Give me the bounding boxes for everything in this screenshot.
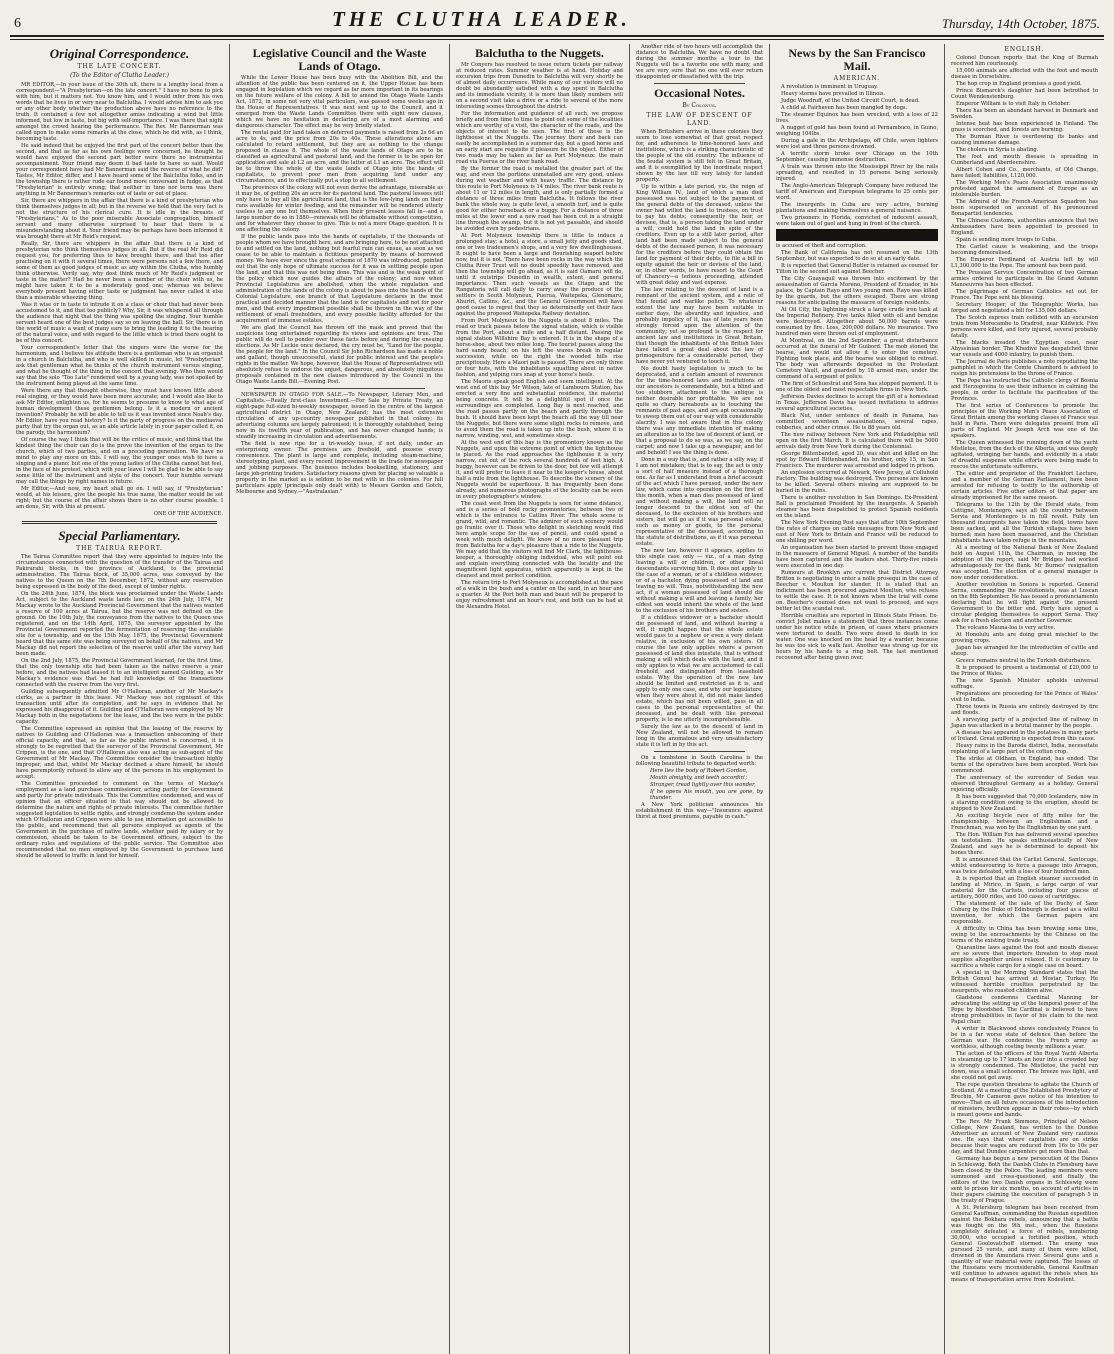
article-paragraph: Done in a way that is, and rather a silly way, if I am not mistaken; that is to say, the act is only a sort of half measure instead of a thorough one. As far as I understand from a brief account of the act which I have perused, under the new law, which came into operation on the first of this month, when a man dies possessed of land and without making a will, the land will no longer descend to the eldest son of the deceased, to the exclusion of his brothers and sisters, but will go as if it was personal estate, such as money or goods, to the personal representative of the deceased, according to the statute of distributions, as if it was personal estate. (636, 457, 763, 547)
verse-line: If he opens his mouth, you are gone, by thunder. (650, 789, 763, 801)
news-item: The strike at Oldham, in England, has ended. The terms of the operatives have been accepted. Work has commenced. (951, 756, 1098, 774)
news-item: A nugget of gold has been found at Pernambuco, in Guino, weighing 104lbs. (776, 125, 938, 137)
article-divider (654, 83, 745, 84)
section-heading-parliamentary: Special Parliamentary. (58, 528, 181, 543)
verse-line: Mouth almighty, and teeth accordin'; (650, 775, 748, 781)
news-item: A terrific storm broke over Chicago on the 10th September, causing immense destruction. (776, 151, 938, 163)
news-item: The Chinese Customs, authorities announce that two Ambassadors have been appointed to proceed to England. (951, 218, 1098, 236)
report-paragraph: Guilding subsequently admitted Mr O'Halloran, another of Mr Mackay's clerks, as a partner in this lease. Mr Mackay was not cognisant of this transaction until after its completion, and he says in evidence that he expressed his disapproval of it. Guilding and O'Halloran were employed by Mr Mackay both in the negotiations for the lease, and the two were in the public capacity. (16, 689, 223, 725)
news-item: Albert Cohen and Co., merchants, of Old Change, have failed; liabilities, L120,000. (951, 167, 1098, 179)
news-item: Heavy storms have prevailed in Illinois. (781, 91, 886, 97)
news-item: The anniversary of the surrender of Sedan was observed throughout Germany as a holiday. General rejoicing officially. (951, 775, 1098, 793)
news-item: Preparations are proceeding for the Prince of Wales' visit to India. (951, 691, 1098, 703)
news-item: Heavy rains in the Baroda district, India, necessitate replanting of a large part of the cotton crop. (951, 743, 1098, 755)
report-paragraph: The Tairua Committee report that they were appointed to inquire into the circumstances connected with the question of the transfer of the Tairua and Pakirarahi blocks, in the province of Auckland, to the provincial administration. The Tairua block, of 35,000 acres, was conveyed by the natives to the Queen on the 7th December, 1872, without any reservation being expressed in the body of the deed, except of timber rights. (16, 554, 223, 590)
article-paragraph: Mr Conyers has resolved to issue return tickets per railway at reduced rates. Summer weather is at hand. Holiday and excursion trips from Dunedin to Balclutha will very shortly be of almost daily occurrence. While many of our visitors will no doubt be abundantly satisfied with a day spent in Balclutha and its immediate vicinity, it is more than likely numbers will on a second visit take a drive or a ride to several of the more interesting scenes throughout the district. (456, 62, 623, 110)
news-item: The statement of the sale of the Duchy of Saxe Coburg by the Duke of Edinburgh is denied as a wilful invention, for which the German papers are responsible. (951, 901, 1098, 925)
section-heading-correspondence: Original Correspondence. (49, 46, 190, 61)
news-item: A child at Fairhaven has been mangled by dogs. (781, 105, 908, 111)
article-heading-waste-lands: Legislative Council and the Waste Lands of Otago. (252, 46, 427, 73)
section-divider (22, 521, 217, 524)
news-item: Three towns in Russia are entirely destroyed by fire and floods. (951, 704, 1098, 716)
news-item: A revolution is imminent in Uruguay. (781, 84, 878, 90)
letter-paragraph: Sir, there are whippers in the affair that there is a kind of presbyterian who think themselves judges in all; but in the reverse we hold that the very fact is not the structure of his clerical cure. It is idle in the breasts of "Presbyterians." As to the poor miserable Associate congregation, himself servant and many otherwise surprised to hear that there is a misunderstanding about it. Your friend may be perhaps have been informed it was brought there at Mr Reid's request. (16, 198, 223, 240)
news-item: At Oil City, the lightning struck a large crude iron tank at the Imperial Refinery. Five tanks filled with oil and benzine were destroyed. Altogether about 50,000 barrels were consumed by fire. Loss, 200,000 dollars. No insurance. Two hundred men were thrown out of employment. (776, 307, 938, 337)
news-item: The volcano Mauna-loa is very active. (956, 625, 1056, 631)
news-item: Judge Woodruff, of the United Circuit Court, is dead. (781, 98, 920, 104)
column-6 (945, 44, 1104, 1354)
news-item: The Prussian Service Concentration of two German armies ordered to participate in the Grand Autumn Manoeuvres has been effected. (951, 270, 1098, 288)
article-paragraph: Up to within a late period, viz. the reign of King William IV., land of which a man died possessed was not subject to the payment of the general debts of the deceased, unless the owner had willed the land to trustees, on trust to pay his debts; consequently the heir, or devisee, that is, a person taking the land under a will, could hold the land in spite of the creditors. Even up to a still later period, after land had been made subject to the general debts of the deceased person, it was necessary for the creditors before they could obtain the land for payment of their debts, to file a bill in equity against the heir or devisee of the land, or, in other words, to have resort to the Court of Chancery—a tedious proceeding, attended with great delay and vast expense. (636, 184, 763, 286)
news-item: The Rev. Mr Frank Simmons, Principal of Nelson College, New Zealand, has written to the Dundee Advertiser an account of New Zealand very cautious one. He says that where capitalists are on strike because their wages are reduced from 16s to 10s per day, and that Dundee carpenters get more than that. (951, 1119, 1098, 1155)
news-item: Jefferson Davies declines to accept the gift of a homestead in Texas. Jefferson Davis has issued invitations to address several agricultural societies. (776, 394, 938, 412)
news-item: An exciting bicycle race of fifty miles for the championship, between an Englishman and a Frenchman, was won by the Englishman by one yard. (951, 813, 1098, 831)
verse-line: Here lies the body of Robert Gordon, (650, 768, 748, 774)
report-paragraph: The Committee expressed an opinion that the leasing of the reserve by natives to Guilding and O'Halloran was a transaction unbecoming of their official capacity, and that, so far as the public interest is concerned, it is strongly to be regretted that the surveyor of the Provincial Government, Mr Crippen, is the one, and that O'Halloran also was acting as sub-agent of the Government of Mr Mackay. The Committee consider the transaction highly improper, and that, whilst Mr Mackay declined a share himself, he should have peremptorily refused to allow any of the persons in his employment to accept. (16, 726, 223, 780)
news-item: The hop crop in England promises a good yield. (956, 81, 1082, 87)
article-paragraph: When Britishers arrive in these colonies they seem to lose somewhat of that great respect for, and adherence to time-honored laws and institutions, which is a striking characteristic of the people of the old country. The influence of the feudal system is still felt in Great Britain, and it is exemplified by the inordinate respect shown by the law till very lately for landed property. (636, 129, 763, 183)
news-item: Quarantine laws against the foot and mouth disease are so severe that importers threaten to stop meat supplies altogether unless relaxed. It is customary to sacrifice a whole cargo for a single case on board. (951, 945, 1098, 969)
article-paragraph: If the public lands pass into the hands of capitalists, if the thousands of people whom we have brought here, and are bringing here, to be not attached to and settled on the land, nothing but fearful ruin can ensue, as soon as we cease to be able to maintain a fictitious prosperity by means of borrowed money. We have ever since the great scheme of 1870 was introduced, pointed out that the only hope of ultimate success for it was in settling people upon the land, and that this was not being done. This was and is the weak point of the policy which now guides the affairs of the colony; and now when Provincial Legislatures are abolished, when the whole regulation and administration of the lands of the colony is about to pass into the hands of the Colonial Legislature, one branch of that Legislature declares in the most practical and decided manner that the land is for capitalists and not for poor men, and that every impediment possible shall be thrown in the way of the settlement of small freeholders, and every possible facility afforded for the acquirement of immense estates. (236, 234, 443, 324)
closing-paragraph: A New York politician announces his establishment in this way—"Insurance against thirst at fixed premiums, payable in cash." (636, 802, 763, 820)
news-item: The Bank of California has not resumed on the 13th September, but was expected to do so at an early date. (776, 250, 938, 262)
news-item: The steamer Equinox has been wrecked, with a loss of 22 lives. (776, 112, 938, 124)
news-item: A train was thrown into the Mississippi River by the rails spreading, and resulted in 15 persons being seriously injured. (776, 164, 938, 182)
column-1 (10, 44, 230, 1354)
news-item: The Burman River is overflowing its banks and causing immense damage. (951, 134, 1098, 146)
news-item: Rumours at Brooklyn are current that District Attorney Britton is negotiating to enter a nolle prosequi in the case of Beecher v. Moulton for slander. It is stated that an indictment has been procured against Moulton, who refuses to settle the case. It is not known when the trial will come on. Beecher's counsel does not want to proceed, and says better let the scandal rest. (776, 570, 938, 612)
news-item: The Carlist cause is weakening, and the troops becoming demoralised. (951, 244, 1098, 256)
news-item: Black Nut, under sentence of death in Panama, has committed seventeen assassinations, several rapes, robberies, and other crimes. He is 88 years old. (776, 413, 938, 431)
news-item: At a meeting of the National Bank of New Zealand held on August 11th, the Chairman, in moving the adoption of the report, said Mr Bridges had worked advantageously for the Bank. Mr Burnes' resignation was accepted. The election of a general manager is now under consideration. (951, 545, 1098, 581)
article-paragraph: At Port Molyneux township there is little to induce a prolonged stay: a hotel, a store, a small jetty and goods shed, one or two tradesmen's shops, and a very few dwellinghouses. It ought to have been a large and flourishing seaport before now, but it is not. There have been rocks in the way which the Clutha River Trust will no doubt speedily have removed, and then the township will go ahead, as it is said Oamaru will do, until it outstrips Dunedin in wealth, extent, and general importance. Then such vessels as the Otago and the Rangatoria will call daily to carry away the produce of the settlers in South Molyneux, Puerua, Waitepeka, Glenomaru, Ahuriri, Catlins, &c., and the General Government will have good cause to regret that they so determinedly set their face against the proposed Waitepeka Railway deviation. (456, 233, 623, 317)
news-item: The Anglo-American Telegraph Company have reduced the tariff of American and European telegrams to 25 cents per word. (776, 183, 938, 201)
news-item: It has been suggested that 70,000 Icelanders, now in a starving condition owing to the eruption, should be shipped to New Zealand. (951, 794, 1098, 812)
news-item: It is reported that General Butler is retained as counsel for Tilton in the second suit against Beecher. (776, 263, 938, 275)
news-item: Two prisoners in Florida, convicted of indecent assault, were taken out of gaol and hung in front of the church. (776, 215, 938, 227)
page-number: 6 (14, 16, 21, 31)
news-item: It is announced that the Carlist General, Santocuge, whilst endeavouring to force a passage into Arragon, was twice defeated, with a loss of four hundred men. (951, 857, 1098, 875)
letter-salutation: (To the Editor of Clutha Leader.) (70, 72, 169, 79)
news-item: It is proposed to present a testimonial of £20,000 to the Prince of Wales. (951, 665, 1098, 677)
article-subhead: THE LAW OF DESCENT OF LAND. (646, 112, 753, 127)
ink-blot (776, 229, 938, 241)
advertisement-paragraph: The field is now ripe for a tri-weekly issue, if not daily, under an enterprising owner. The premises are freehold, and possess every convenience. The plant is large and complete, including steam-machine, stereotyping plant, and every recent improvement in the trade for newspaper and jobbing purposes. The business includes bookselling, stationery, and large job-printing traders. Satisfactory reasons given for placing so valuable a property in the market as is seldom to be met with in the colonies. For full particulars apply (principals only dealt with) to Messrs Gordon and Gotch, Melbourne and Sydney.—"Australasian." (236, 441, 443, 495)
article-paragraph: The provinces of the colony will not even derive the advantage, miserable as it may be, of getting 20s an acre for its pastoral land. The pastoral lessees will only have to buy all the agricultural land, that is the low-lying lands on their runs available for winter feeding, and the remainder will be rendered utterly useless to any one but themselves. When their present leases fall in—and a large number do so in 1880—renewals will be obtainable without competition, and for whatever they choose to give. This is not a mere Otago question. It is one affecting the colony. (236, 185, 443, 233)
news-item: There has been an abundant harvest in Denmark and Sweden. (951, 108, 1098, 120)
news-item: Colonel Duncan reports that the King of Burmah received him courteously. (951, 55, 1098, 67)
news-item: The City Guayaquil was thrown into excitement by the assassination of Garcia Moreno, President of Ecuador, in his palace, by Captain Rayo and two young men. Rayo was killed by the guards, but the others escaped. There are strong reasons for anticipating the massacre of foreign residents. (776, 276, 938, 306)
article-divider (254, 388, 425, 389)
letter-paragraph: Mr Editor,—And now, my heart shall go on. I will say, if "Presbyterian" would, at his leisure, give the people his true name, the matter would be set right; but the course of the affair shows there is no other course possible. I am done, Sir, with this at present. (16, 486, 223, 510)
article-paragraph: The coast west from the Nuggets is seen for some distance, and is a series of bold rocky promontories, between two of which is the entrance to Catlins River. The whole scene is grand, wild, and romantic. The admirer of such scenery would go frantic over it. Those who delight in sketching would find here ample scope for the use of pencil, and could spend a week with much delight. We know of no more pleasant trip from Balclutha for a day's pleasure than a ride to the Nuggets. We may add that the visitors will find Mr Clark, the lighthouse-keeper, a thoroughly obliging individual, who will point out and explain everything connected with the locality and the magnificent light apparatus, which apparently is kept in the cleanest and most perfect condition. (456, 501, 623, 579)
article-paragraph: The law relating to the descent of land is a remnant of the ancient system, and a relic of that feudal and warlike policy. To whatever extent the law may have been suitable in earlier days, the absurdity and injustice, and probably impolicy of it, has of late years been strongly forced upon the attention of the community; yet so profound is the respect for ancient law and institutions in Great Britain, that though the inhabitants of the British Isles have talked a great deal about the law of primogeniture for a considerable period, they have never yet ventured to touch it. (636, 287, 763, 365)
news-item: The Admiral of the French-American Squadron has been superseded on account of his pronounced Bonapartist tendencies. (951, 199, 1098, 217)
news-item: The Scotch express train collided with an excursion train from Morecambe to Dradrod, near Kildwick. Five persons were killed, and forty injured, several probably fatally. (951, 315, 1098, 339)
news-item: At Honolulu ants are doing great mischief to the growing crops. (951, 632, 1098, 644)
masthead (10, 6, 1104, 37)
news-item: A St. Petersburg telegram has been received from General Kauffman, commanding the Russian expedition against the Bokhara rebels, announcing that a battle was fought on the 9th inst., when the Russians completely defeated a force of rebels, numbering 30,000, who occupied a fortified position, which General Goolovatchoff stormed. The enemy was pursued 25 versts, and many of them were killed, drowned in the Amundara river. Several guns and a quantity of war material were captured. The losses of the Russians were inconsiderable. General Kauffman will continue to advance against the rebels when his means of transportation arrive from Kodestent. (951, 1205, 1098, 1283)
news-item: 15,000 animals are affected with the foot and mouth disease in Dorsetshire. (951, 68, 1098, 80)
article-divider (654, 751, 745, 752)
news-item: The blacks invaded the Egyptian coast, near Abyssinian border. The Khedive has despatched three war vessels and 4000 infantry, to punish them. (951, 340, 1098, 358)
letter-title: THE LATE CONCERT. (77, 63, 162, 70)
news-item: The Queen witnessed the running down of the yacht Mistletoe, from the deck of the Alberta, and was deeply agitated, wringing her hands, and evidently in a state of dreadful suspense while efforts were being made to rescue the unfortunate sufferers. (951, 440, 1098, 470)
news-item: A surveying party of a projected line of railway in Japan was attacked in a brutal manner by the people. (951, 717, 1098, 729)
news-item: Emperor William is to visit Italy in October. (956, 101, 1071, 107)
letter-paragraph: He said indeed that he enjoyed the first part of the concert better than the second, and that as far as his own feelings were concerned, he thought he would have enjoyed the second part better were there no instrumental accompaniment. Your friend may deem it bad taste to have so said. Would your correspondent have had Mr Bannerman said the reverse of what he did? Tastes, Mr Editor, differ, and I have heard some of the Balclutha folks, and in the township there is rather rude ear found more conversant in fudge, as that "Presbyterian" is entirely wrong; that neither in tune nor term was there anything in Mr Bannerman's remarks out of taste or out of place. (16, 143, 223, 197)
news-item: The Emperor Ferdinand of Austria left by will L1,300,000 to the Pope. The amount has been paid. (951, 257, 1098, 269)
letter-paragraph: Were there any that thought otherwise, they must have known little about real singing, or they would have been more accurate; and I would also like to ask Mr Editor, enlighten us, for he seems to presume to know to what age of human development these gentlemen belong. Is it a modern or ancient invention? Probably he will be able to tell us it was invented since Noah's day. Mr Editor, have you read history? Is it the party of progress on the mediaeval party that try the organ out, as an able article lately in your paper called it, on the parody, the harmonium? (16, 388, 223, 436)
column-4 (630, 44, 770, 1354)
news-item: Germany has begun a new persecution of the Danes in Schleswig. Both the Danish Clubs in Flensburg have been closed by the Police. The leading members were summoned and cross-questioned, and finally the editors of the two Danish organs in Schleswig were sent to prison for six months, on account of articles in their papers claiming the execution of paragraph 5 in the treaty of Prague. (951, 1156, 1098, 1204)
news-item: At Montreal, on the 2nd September, a great disturbance occurred at the funeral of Mr Guibord. The mob stoned the hearse, and would not allow it to enter the cemetery. Fighting took place, and the hearse was obliged to retreat. The body was afterwards deposited in the Protestant Cemetery Vault, and guarded by 18 armed men, under the command of a sergeant of police. (776, 338, 938, 380)
news-item: The editor and proprietor of the Frankfort Lecture, and a member of the German Parliament, have been arrested for refusing to testify to the authorship of certain articles. Five other editors of that paper are already imprisoned for the same reason. (951, 471, 1098, 501)
column-5 (770, 44, 945, 1354)
news-item: The foot and mouth disease is spreading in Cumberland and Aberdeenshire. (951, 154, 1098, 166)
news-item: Secretary Hooper, of the Telegraphic Works, has forged and negotiated a bill for 135,000 dollars. (951, 302, 1098, 314)
newspaper-title: THE CLUTHA LEADER. (331, 7, 631, 31)
news-item: The first series of Conferences to promote the principles of the Working Men's Peace Association of Great Britain among the working classes of France was held in Paris. There were delegates present from all parts of England. Mr Joseph Arch was one of the speakers. (951, 403, 1098, 439)
article-subhead-american: AMERICAN. (833, 75, 881, 82)
column-2 (230, 44, 450, 1354)
news-item: Spain is sending more troops to Cuba. (956, 237, 1057, 243)
article-paragraph: The return trip to Port Molyneux is accomplished at the pace of a walk in the bush and a canter on the sand, in an hour and a quarter. At the Port both man and beast will be prepared to enjoy refreshment and an hour's rest, and both can be had at the Alexandra Hotel. (456, 580, 623, 610)
news-item: An organisation has been started to prevent those engaged in the massacre of General Miguel. A number of the bandits have been captured and the leaders shot. Thirty-five rebels were executed in one day. (776, 545, 938, 569)
article-paragraph: The rental paid for land taken on deferred payments is raised from 2s 6d an acre to 4s, and the price from 20s to 40s. These alterations alone are calculated to retard settlement, but they are as nothing to the change proposed in clause 8. The whole of the waste lands of Otago are to be classified as agricultural and pastoral land, and the former is to be open for application and sale at L2 an acre, and the latter at L1 an acre. The effect will be to throw the whole of the waste lands of Otago into the hands of capitalists, to prevent poor men from acquiring land under any circumstances, and to effectually put a stop to all settlement. (236, 130, 443, 184)
article-byline: By Colonus. (682, 102, 717, 109)
article-paragraph: We are glad the Council has thrown off the mask and proved that the suspicions long entertained regarding its views and opinions are true. The public will do well to ponder over these facts before and during the ensuing elections. As Mr Luckie once declared, the cry must be, "Land for the people, the people for the land." In the Council Sir John Richardson has made a noble and gallant, though unsuccessful, stand for public interest and the people's rights in the matter. We hope, however, that the House of Representatives will absolutely refuse to endorse the unjust, dangerous, and absolutely iniquitous proposals contained in the new clauses introduced by the Council in the Otago Waste Lands Bill.—Evening Post. (236, 325, 443, 385)
verse-line: Stranger, tread lightly over this wonder, (650, 782, 756, 788)
advertisement-paragraph: NEWSPAPER IN OTAGO FOR SALE.—To Newspaper, Literary Men, and Capitalists.—Really first-class Investment.—For Sale by Private Treaty, an eight-page full-sized bi-weekly newspaper, issued in the centre of the largest agricultural district in Otago, New Zealand; has the most extensive circulation of any up-country newspaper published in that colony; its advertising columns are largely patronised; it is thoroughly established, being now in its twelfth year of publication, and has never changed hands; is steadily increasing in circulation and advertisements. (236, 392, 443, 440)
news-item: During a gale in the Archipelago, off Chile, seven lighters were lost and three persons drowned. (776, 138, 938, 150)
news-item: Another revolution in Sonora is reported. General Serna, commanding the revolutionists, was at Luscan on the 8th September. He has issued a pronunciamento declaring that he will fight against the present Government to the bitter end. Forty have signed a circular pledging themselves to support Serna. They ask for a fresh election and another Governor. (951, 582, 1098, 624)
article-paragraph: From Port Molyneux to the Nuggets is about 8 miles. The road or track passes below the signal station, which is visible from the Port, about a mile and a half distant. Passing the signal station Willshire Bay is entered. It is in the shape of a horse-shoe, about two miles long. The tourist passes along the hard sandy beach; on his left the waves break in regular succession, while on the right the wooded hills rise precipitously. Here a Maori pah is passed. There are only three or four huts, with the inhabitants squatting about in native fashion, and yelping curs snap at your horse's heels. (456, 318, 623, 378)
news-item: The insurgents in Cuba are very active, burning plantations and making themselves a general nuisance. (776, 202, 938, 214)
article-heading-occasional-notes: Occasional Notes. (654, 86, 745, 100)
news-item: The New York Evening Post says that after 10th September the rates of charges on cable messages from New York and east of New York to Britain and France will be reduced to one shilling per word. (776, 520, 938, 544)
news-item: The Pope has instructed the Catholic clergy of Bosnia and Herzegovina to use their influence in calming the people, in order to facilitate the pacification of the Provinces. (951, 378, 1098, 402)
article-paragraph: The Maoris speak good English and seem intelligent. At the west end of this bay Mr Wilson, late of Lambourn Station, has erected a very fine and substantial residence, the material being concrete. It will be a delightful spot if once the surroundings are completed. Long Bay is next reached, and the road passes partly on the beach and partly through the bush. It should have been kept the beach all the way till near the Nuggets, but there were some slight rocks to remove, and to avoid them the road is taken up into the bush, where it is narrow, winding, wet, and sometimes steep. (456, 379, 623, 439)
news-item: A writer in Blackwood shows conclusively France to be in a far worse state of defence than before the German war. He condemns the French army as worthless, although costing twenty millions a year. (951, 1026, 1098, 1050)
news-item: The Journal de Paris publishes a note repudiating the pamphlet in which the Comte Chambord is advised to resign his pretensions to the throne of France. (951, 359, 1098, 377)
article-paragraph: Surely the law as to the descent of land in New Zealand, will not be allowed to remain long in the anomalous and very unsatisfactory state it is left in by this act. (636, 724, 763, 748)
letter-paragraph: Your correspondent's letter that the singers were the worse for the harmonium, and I believe his attitude there is a gentleman who is an organist in a church in Balclutha, and who is well skilled in music, let "Presbyterian" ask that gentleman what he thinks of the church instrument versus singing, and what he thought of the thing in the concert that evening. Who then would say that the solo "Too Late" rendered well by a young lady, was not spoiled by the instrument being played at the same time. (16, 345, 223, 387)
news-item: A disease has appeared in the potatoes in many parts of Ireland. Great suffering is expected from this cause. (951, 730, 1098, 742)
masthead-rule (10, 39, 1104, 40)
news-item: There is another revolution in San Domingo. Ex-President Ball is proclaimed President by the insurgents. A Spanish steamer has been despatched to protect Spanish residents on the island. (776, 495, 938, 519)
news-item: The cholera in Syria is abating. (956, 147, 1039, 153)
article-paragraph: The new law, however it appears, applies to this single case only — viz., of a man dying leaving a will or children, or other lineal descendants surviving him. It does not apply to the case of a woman, or of a childless widower, or of a bachelor, dying possessed of land and leaving no will. Thus, notwithstanding the new act, if a woman possessed of land should die without making a will and leaving a family, her eldest son would inherit the whole of the land to the exclusion of his brothers and sisters. (636, 548, 763, 614)
letter-signoff: ONE OF THE AUDIENCE. (153, 511, 223, 517)
issue-date: Thursday, 14th October, 1875. (941, 16, 1100, 31)
article-paragraph: If a childless widower or a bachelor should die possessed of land, and without leaving a will, it might happen that the whole estate would pass to a nephew or even a very distant relative, in exclusion of his own sisters. Of course the law only applies where a person possessed of land dies intestate, that is without making a will which deals with the land, and it only applies to what we are accustomed to call freehold, and distinguished from leasehold estate. Why the operation of the new law should be limited and restricted as it is, and apply to only one case, and why our legislature, when they were about it, did not make landed estate, which has not been willed, pass in all cases to the personal representative of the deceased, and be dealt with like personal property, is to me utterly incomprehensible. (636, 615, 763, 723)
news-item: The action of the officers of the Royal Yacht Alberta in steaming up to 17 knots an hour into a crowded bay is strongly condemned. The Mistletoe, the yacht run down, was a small schooner. The breeze was light, and she could not get away. (951, 1051, 1098, 1081)
letter-paragraph: Of course the way I think that will be the critics of music, and think that the kindest thing the choir can do is the prove the invention of the organ to the church, which of two parties, and on a preceding generation. We have no mind to play any more on this. I will say, the younger ones wish to have a singing and a piano; but one of the young ladies of the Clutha cannot but feel, in the face of his protest, which with your leave I will be glad to be able to say some little of the instrument and style of the concert. Your humble servant may call the things by right names in future. (16, 437, 223, 485)
news-item: A difficulty in China has been brewing some time, owing to the encroachments by the Chinese on the terms of the existing trade treaty. (951, 926, 1098, 944)
news-item: An explosion occurred at Newark, New Jersey, at Colluhold Factory. The building was destroyed. Two persons are known to be killed. Several others missing are supposed to be buried in the ruins. (776, 470, 938, 494)
news-item: Telegrams to the 12th by the Herald state, from Cettigne, Montenegro, says all the country between Servia and Montenegro is in full revolt. Fully ten thousand insurgents have taken the field, towns have been sacked, and all the Turkish villages have been burned; men have been massacred, and the Christian inhabitants have taken refuge in the mountains. (951, 502, 1098, 544)
article-paragraph: No doubt hasty legislation is much to be deprecated, and a certain amount of reverence for the time-honored laws and institutions of our ancestors is commendable, but a blind and too stubborn attachment to the antique is neither desirable nor profitable. We are not quite so chary hereabouts as to touching the remnants of past ages, and are apt occasionally to sweep them out of our way with considerable alacrity. I was not aware that in this colony there was any immediate intention of making an alteration as to the law of descent of land, or that a proposal to do so was, as we say, on the carpet; and now I take up a newspaper, and lo! and behold! I see the thing is done. (636, 366, 763, 456)
verse-intro: On a tombstone in South Carolina is the following beautiful tribute to departed worth: (636, 755, 763, 767)
report-title: THE TAIRUA REPORT. (76, 545, 163, 552)
news-item: is accused of theft and corruption. (776, 243, 867, 249)
news-item: Japan has arranged for the introduction of cattle and sheep. (951, 645, 1098, 657)
news-item: The pilgrimage of German Catholics set out for France. The Pope sent his blessing. (951, 289, 1098, 301)
report-paragraph: On the 24th June, 1874, the block was proclaimed under the Waste Lands Act, subject to the Auckland waste lands law; on the 24th July, 1874, Mr Mackay wrote to the Auckland Provincial Government that the natives wanted a reserve of 100 acres at Tairua, but the reserve was not defined on the ground. On the 10th July, the conveyance from the natives to the Queen was registered, and on the 14th April, 1875, the surveyor appointed by the Provincial Government reported the fermentation of reserving the available site for a township, and on the 15th May, 1875, the Provincial Government heard that this same site was being surveyed on behalf of the natives, and Mr Mackay did not report the selection of the reserve until after the survey had been made. (16, 591, 223, 657)
news-item: It is reported that an English steamer succeeded in landing at Mirico, in Spain, a large cargo of war material for the Carlists, including four pieces of artillery, 5000 rifles, and 100 cases of cartridges. (951, 876, 1098, 900)
article-paragraph: While the Lower House has been busy with the Abolition Bill, and the attention of the public has been centered on it, the Upper House has been engaged in legislation which we regard as far more important in its bearings on the future welfare of the colony. A bill to amend the Otago Waste Lands Act, 1872, in some not very vital particulars, was passed some weeks ago in the House of Representatives. It was next sent up to the Council, and it emerged from the Waste Lands Committee there with eight new clauses, which we have no hesitation in declaring are of a most alarming and dangerous character. The effect may be very briefly stated. (236, 75, 443, 129)
news-item: Prince Bismarck's daughter had been betrothed to Count Wendenstenburg. (951, 88, 1098, 100)
news-item: George Bittenbanded, aged 20, was shot and killed on the spot by Edward Bittenbanded, his brother, only 15, in San Francisco. The murderer was arrested and lodged in prison. (776, 451, 938, 469)
report-paragraph: On the 2nd July, 1875, the Provincial Government learned, for the first time, that the only township site had been taken as the native reserve a year before, and the natives had leased it to an intelligent named Guilding, as Mr Mackay's evidence was that he had full knowledge of the transactions connected with the reserve from the very first. (16, 658, 223, 688)
letter-paragraph: Really, Sir, there are whippers in the affair that there is a kind of presbyterian who think themselves judges in all. But if the real Mr Reid did request you, for preferring thus to have brought there, and that too after practising on it with it several times, there were persons not a few there, and some of them as good judges of music as any within the Clutha, who humbly think otherwise. Verily say, why dost think much of Mr Reid's judgment or taste in the matter? Had he never been a member of the choir with us, he might have taken it to be a moderately good one; whereas we believe everybody present having either taste or judgment has never called it else than a miserable wheezing thing. (16, 241, 223, 301)
letter-paragraph: Was it wise or in taste to intrude it on a class or choir that had never been accustomed to it, and that too publicly? Why, Sir, it was whispered all through the audience that night that the thing was spoiling the singing. Your humble servant heard one of the best judges say so on leaving the hall. Sir, there is in the world of music a want of many ears to bring the leading it to the hearing of the natural voice, and with regard to the little which is tried there ought to be of this concert. (16, 302, 223, 344)
article-paragraph: Another ride of two hours will accomplish the distance to Balclutha. We have no doubt that during the summer months a tour to the Nuggets will be a favorite one with many, and we are very sure that no one will ever return disappointed or dissatisfied with the trip. (636, 44, 763, 80)
news-item: Intense heat has been experienced in Finland. The grass is scorched, and forests are burning. (951, 121, 1098, 133)
article-paragraph: For the information and guidance of all such, we propose briefly and from time to time to point out some of the localities which are worthy of a visit, the character of the roads, and the objects of interest to be seen. The first of these is the lighthouse at the Nuggets. The journey there and back can easily be accomplished in a summer day, but a good horse and an early start are requisite if pleasure be the object. Either of two roads may be taken as far as Port Molyneux: the main road via Puerua or the river bank road. (456, 111, 623, 165)
news-item: Gladstone condemns Cardinal Manning for advocating the setting up of the temporal power of the Pope by bloodshed. The Cardinal is believed to have strong probabilities in favor of his claim to the next Papal chair. (951, 995, 1098, 1025)
news-item: The Hon. William Fox has delivered several speeches on teetotalism. He speaks enthusiastically of New Zealand, and says he is determined to deposit his bones there. (951, 832, 1098, 856)
news-item: The new Spanish Minister upholds universal suffrage. (951, 678, 1098, 690)
news-item: The new railway between New York and Philadelphia will open on the first March. It is calculated there will be 5000 arrivals daily from New York during the Centennial. (776, 432, 938, 450)
news-item: A special in the Morning Standard states that the British Consul has arrived at Mostar, Turkey. He witnessed horrible cruelties perpetrated by the insurgents, who roasted children alive. (951, 970, 1098, 994)
news-item: The Working Men's Peace Association unanimously protested against the armament of Europe as an intolerable burden. (951, 180, 1098, 198)
news-item: The firm of Schuestrat and Sons has stopped payment. It is one of the oldest and most respectable firms in New York. (776, 381, 938, 393)
news-item: Greece remains neutral in the Turkish disturbance. (956, 658, 1092, 664)
letter-paragraph: MR EDITOR,—In your issue of the 30th ult. there is a lengthy local from a correspondent—"A Presbyterian—on the late concert." I have no bone to pick with him, but it matters not. You know him, and I would infer from his own words that he lives in or very near to Balclutha. I would advise him to ask you or any other body whether the production above have no reference to the truth. It contained a few not altogether amiss indicating a wind but little informed, but low in taste, but big with self-importance. I was there that night amongst the crowd hearing the performance. The Rev. Mr Bannerman was called upon to make some remarks at the close, which he did with, as I think, becoming taste. (16, 82, 223, 142)
column-3 (450, 44, 630, 1354)
article-paragraph: By the former the road is metalled the greater part of the way, and even the portions unmetalled are very good, unless during wet weather and with heavy traffic. The distance by this route to Port Molyneux is 14 miles. The river bank route is about 11 or 12 miles in length, and is only partially formed a distance of three miles from Balclutha. It follows the river bank the whole way, is quite level, a smooth turf, and is quite good for either horseback or a buggy. For a distance of three miles at the lower end a new road has been cut in a straight line through the swamp, but it is not yet passable, and should be avoided even by pedestrians. (456, 166, 623, 232)
article-heading-nuggets: Balclutha to the Nuggets. (475, 46, 604, 60)
article-paragraph: At the west end of this bay is the promontory known as the Nuggets, and upon the extreme point of which the lighthouse is placed. As the road approaches the lighthouse it is very narrow, cut out of the rock several hundreds of feet high. A buggy, however can be driven to the door, but few will attempt it, and will prefer to leave it near to the keeper's house, about half a mile from the lighthouse. To describe the scenery of the Nuggets would be superfluous. It has frequently been done already, and numerous photographs of the locality can be seen in every photographer's window. (456, 440, 623, 500)
columns (10, 44, 1104, 1354)
news-item: Horrible cruelties are reported in Illinois State Prison. Ex-convict Joliet makes a statement that three instances come under his notice while in prison, of cases where prisoners were tortured to death. Two were dosed to death in ice water. One was knocked on the head by a warder, because he was too sick to walk fast. Another was strung up for six hours by his hands to a ring bolt. The last mentioned recovered after being given over. (776, 613, 938, 661)
article-heading-news-mail: News by the San Francisco Mail. (788, 46, 926, 73)
article-subhead-english: ENGLISH. (1004, 46, 1045, 53)
report-paragraph: The Committee proceeded to comment on the terms of Mackay's employment as a land purchase commissioner, acting partly for Government and partly for private individuals. This the Committee condemned, and was of opinion that an officer situated in that way should not be allowed to determine the nature and rights of private interests. The committee further suggested legislation to settle rights, and strongly condemn the system under which O'Halloran and Crippen were able to use information got accessible to the public, and recommend that all persons employed as agents of the Government in the purchase of native lands, whether paid by salary or by commission, should be taken to be Government officers, subject to the ordinary rules and regulations of the public service. The Committee also recommended that no men employed by the Government to purchase land should be allowed to traffic in land for himself. (16, 781, 223, 859)
news-item: The rope question threatens to agitate the Church of Scotland. At a meeting of the Established Presbytery of Brechin, Mr Cameron gave notice of his intention to move—That on all future occasions of the introduction of ministers, brethren appear in their robes—by which is meant gowns and bands. (951, 1082, 1098, 1118)
